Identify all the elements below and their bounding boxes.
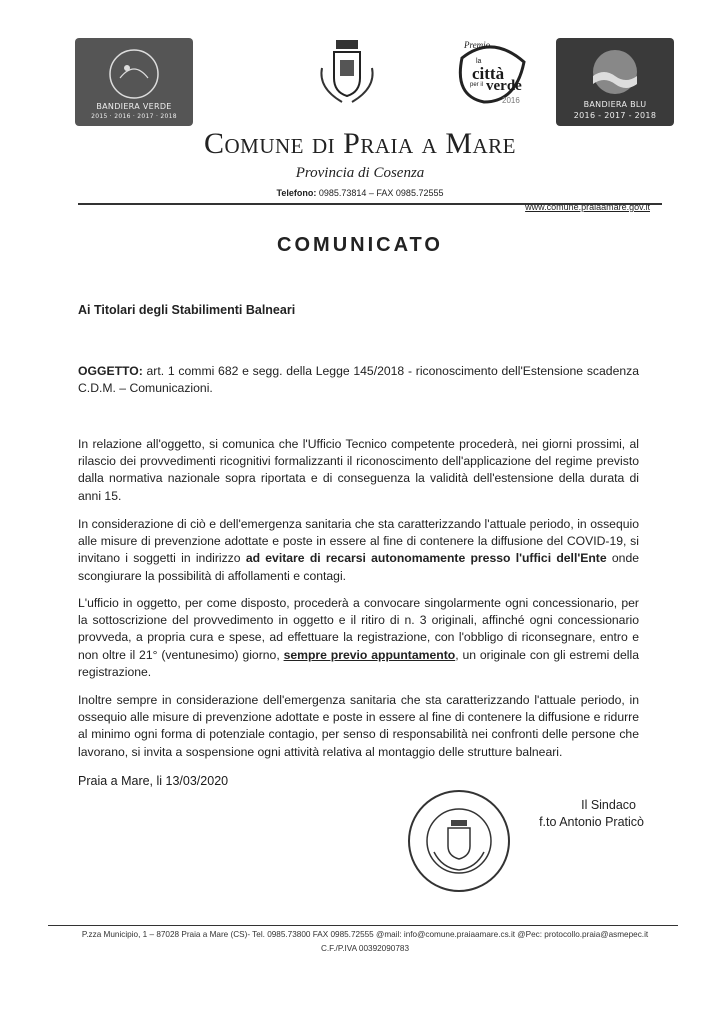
paragraph-3 (78, 595, 639, 681)
paragraph-2-text-b: onde scongiurare la possibilità di affollamenti e contagi. (78, 551, 639, 583)
document-heading: COMUNICATO (277, 234, 443, 256)
official-stamp (404, 786, 514, 896)
mayor-title: Il Sindaco (581, 798, 636, 812)
footer-divider (48, 925, 678, 926)
paragraph-1: In relazione all'oggetto, si comunica che l'Ufficio Tecnico competente procederà, nei giorni prossimi, al rilascio dei provvedimenti ricognitivi formalizzanti il riconoscimento dell'applicazione del regime previsto dalla normativa nazionale sopra riportata e di conseguenza la validità dell'estensione della durata di anni 15. (78, 437, 639, 503)
municipal-crest (314, 38, 380, 108)
crest-icon (314, 38, 380, 108)
place-date: Praia a Mare, li 13/03/2020 (78, 774, 229, 788)
paragraph-2-bold: ad evitare di recarsi autonomamente presso l'uffici dell'Ente (245, 551, 607, 566)
bandiera-blu-logo (556, 38, 674, 126)
addressee: Ai Titolari degli Stabilimenti Balneari (78, 303, 296, 317)
paragraph-3-text-b: , un originale con gli estremi della registrazione. (78, 647, 639, 679)
citta-verde-text2: città (472, 64, 505, 83)
citta-verde-logo (452, 38, 534, 110)
citta-verde-text1: la (476, 58, 482, 65)
bandiera-blu-years: 2016 - 2017 - 2018 (573, 111, 657, 120)
bandiera-verde-label: BANDIERA VERDE (96, 102, 172, 111)
website-link[interactable]: www.comune.praiaamare.gov.it (525, 202, 650, 212)
phone-line (0, 188, 720, 198)
paragraph-4: Inoltre sempre in considerazione dell'emergenza sanitaria che sta caratterizzando l'attuale periodo, in ossequio alle misure di prevenzione adottate e poste in essere al fine di contenere la diffusione e ridurre al minimo ogni forma di potenziale contagio, per senso di responsabilità nei confronti delle persone che lavorano, si invita a sospensione ogni attività relativa al montaggio delle strutture balneari. (78, 693, 639, 759)
paragraph-2 (78, 516, 639, 585)
subject-paragraph (78, 363, 639, 397)
paragraph-3-underlined: sempre previo appuntamento (283, 647, 456, 662)
bandiera-verde-logo (75, 38, 193, 126)
footer-vat: C.F./P.IVA 00392090783 (320, 944, 409, 953)
subject-text: art. 1 commi 682 e segg. della Legge 145/2018 - riconoscimento dell'Estensione scadenza C.D.M. – Comunicazioni. (78, 364, 639, 396)
mayor-signature: f.to Antonio Praticò (539, 815, 644, 829)
subject-label: OGGETTO: (78, 364, 143, 378)
comune-title: Comune di Praia a Mare (203, 127, 517, 160)
citta-verde-text3: per il (470, 82, 484, 88)
citta-verde-badge: Premio (464, 40, 491, 50)
phone-label: Telefono: (276, 188, 317, 198)
bandiera-verde-years: 2015 · 2016 · 2017 · 2018 (91, 113, 177, 120)
paragraph-2-text-a: In considerazione di ciò e dell'emergenza sanitaria che sta caratterizzando l'attuale periodo, in ossequio alle misure di prevenzione adottate e poste in essere al fine di contenere la diffusione del COVID-19, si invitano i soggetti in indirizzo (78, 517, 639, 566)
footer-address: P.zza Municipio, 1 – 87028 Praia a Mare (CS)- Tel. 0985.73800 FAX 0985.72555 @mail: info@comune.praiaamare.cs.it @Pec: protocollo.praia@asmepec.it (81, 930, 649, 939)
province-line: Provincia di Cosenza (295, 165, 425, 181)
citta-verde-year: 2016 (502, 96, 520, 105)
bandiera-blu-label: BANDIERA BLU (583, 100, 647, 109)
citta-verde-text4: verde (486, 78, 522, 94)
phone-value: 0985.73814 – FAX 0985.72555 (318, 188, 444, 198)
stamp-seal-icon (404, 786, 514, 896)
paragraph-3-text-a: L'ufficio in oggetto, per come disposto, procederà a convocare singolarmente ogni concessionario, per la sottoscrizione del provvedimento in oggetto e il ritiro di n. 3 originali, affinché ogni concessionario provveda, a propria cura e spese, ad effettuare la registrazione, con l'obbligo di riconsegnare, entro e non oltre il 21° (ventunesimo) giorno, (78, 596, 639, 662)
